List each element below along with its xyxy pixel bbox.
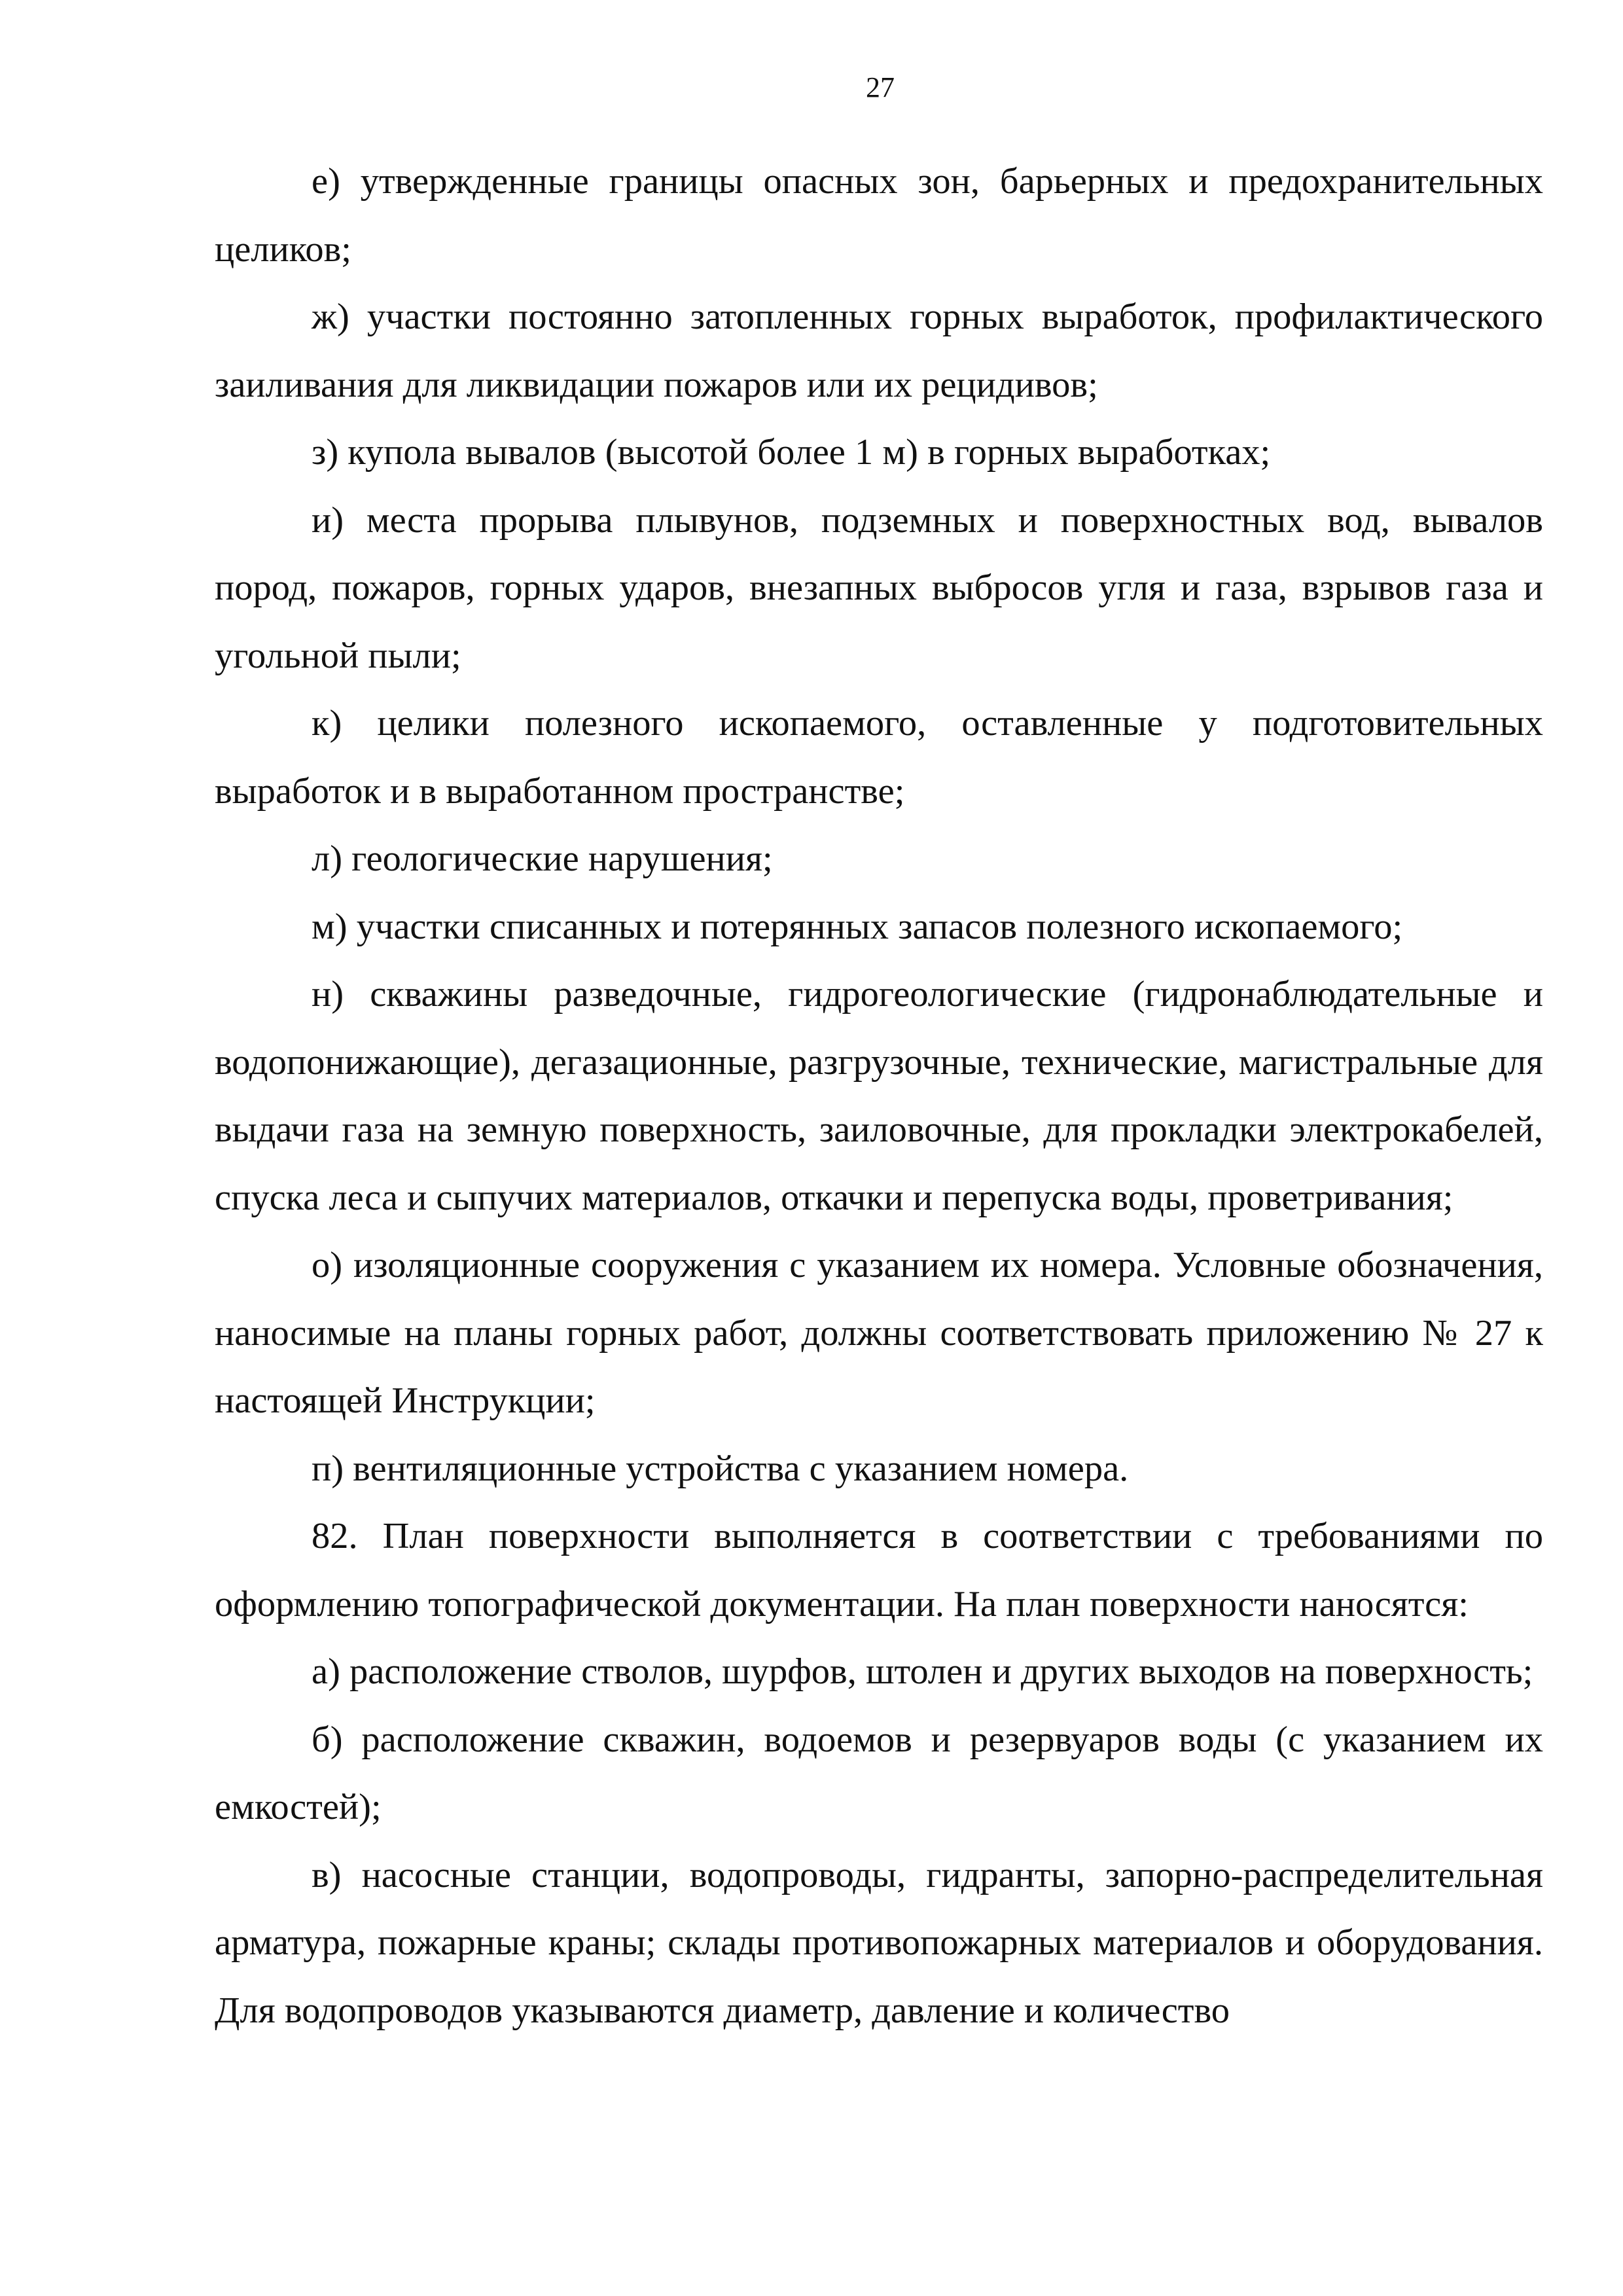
paragraph-item-e: е) утвержденные границы опасных зон, барьерных и предохранительных целиков;	[215, 161, 1543, 270]
paragraph-item-z: з) купола вывалов (высотой более 1 м) в горных выработках;	[312, 432, 1271, 473]
document-body	[215, 148, 1543, 2045]
paragraph-item-a: а) расположение стволов, шурфов, штолен и других выходов на поверхность;	[312, 1651, 1533, 1692]
paragraph-item-m: м) участки списанных и потерянных запасов полезного ископаемого;	[312, 906, 1403, 947]
paragraph-item-o: о) изоляционные сооружения с указанием их номера. Условные обозначения, наносимые на планы горных работ, должны соответствовать приложению № 27 к настоящей Инструкции;	[215, 1245, 1543, 1421]
paragraph-item-k: к) целики полезного ископаемого, оставленные у подготовительных выработок и в выработанном пространстве;	[215, 703, 1543, 812]
paragraph-item-b: б) расположение скважин, водоемов и резервуаров воды (с указанием их емкостей);	[215, 1719, 1543, 1827]
paragraph-item-v: в) насосные станции, водопроводы, гидранты, запорно-распределительная арматура, пожарные краны; склады противопожарных материалов и оборудования. Для водопроводов указываются диаметр, давление и количество	[215, 1854, 1543, 2031]
paragraph-section-82: 82. План поверхности выполняется в соответствии с требованиями по оформлению топографической документации. На план поверхности наносятся:	[215, 1516, 1543, 1624]
page-number: 27	[866, 71, 895, 103]
paragraph-item-l: л) геологические нарушения;	[312, 838, 773, 879]
paragraph-item-zh: ж) участки постоянно затопленных горных выработок, профилактического заиливания для ликвидации пожаров или их рецидивов;	[215, 296, 1543, 405]
paragraph-item-p: п) вентиляционные устройства с указанием номера.	[312, 1448, 1129, 1489]
paragraph-item-n: н) скважины разведочные, гидрогеологические (гидронаблюдательные и водопонижающие), дегазационные, разгрузочные, технические, магистральные для выдачи газа на земную поверхность, заиловочные, для прокладки электрокабелей, спуска леса и сыпучих материалов, откачки и перепуска воды, проветривания;	[215, 974, 1543, 1218]
paragraph-item-i: и) места прорыва плывунов, подземных и поверхностных вод, вывалов пород, пожаров, горных ударов, внезапных выбросов угля и газа, взрывов газа и угольной пыли;	[215, 499, 1543, 676]
